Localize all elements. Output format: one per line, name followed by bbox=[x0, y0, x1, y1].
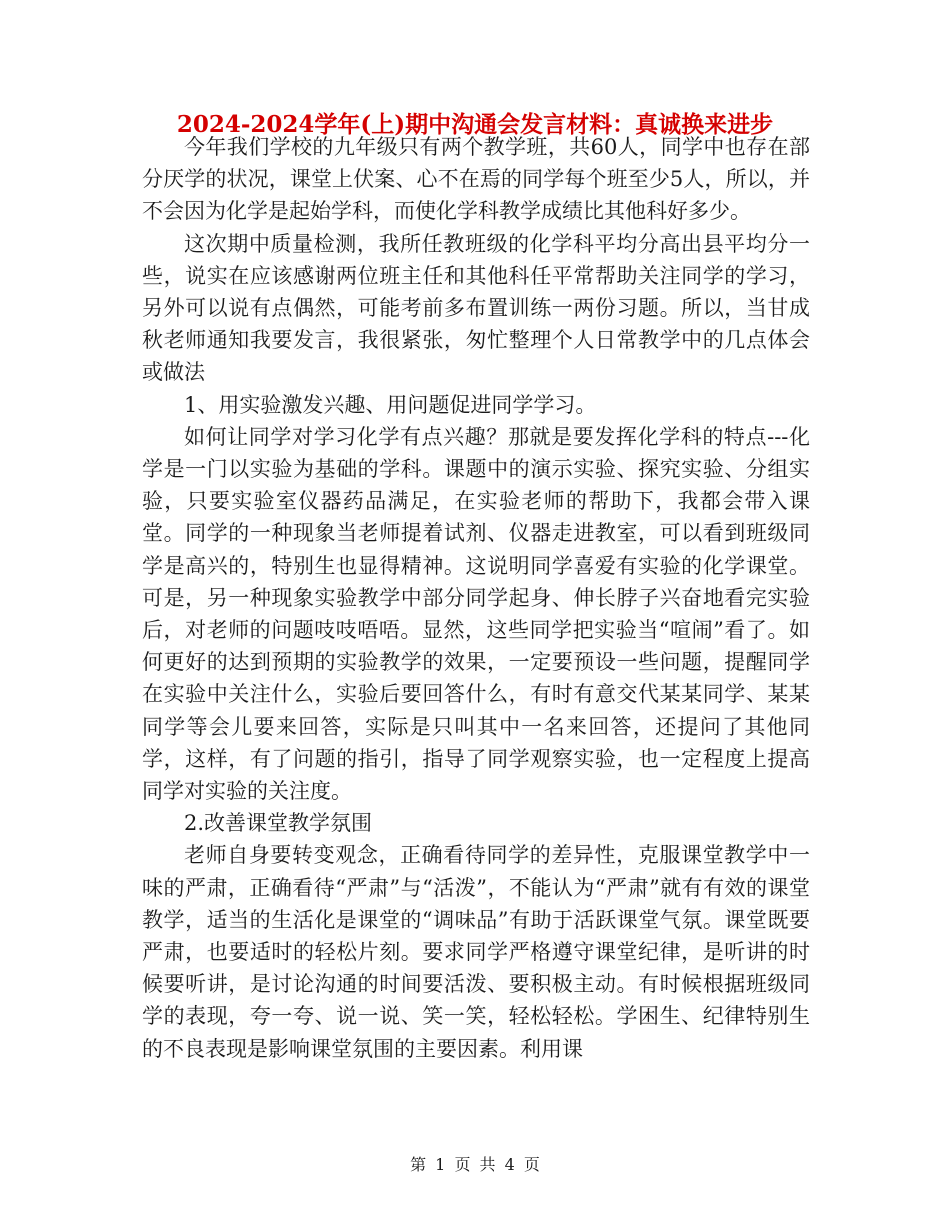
heading-point-2: 2.改善课堂教学氛围 bbox=[184, 811, 373, 836]
paragraph-midterm-results: 这次期中质量检测，我所任教班级的化学科平均分高出县平均分一些，说实在应该感谢两位班主任和其他科任平常帮助关注同学的学习，另外可以说有点偶然，可能考前多布置训练一两份习题。所以，当甘成秋老师通知我要发言，我很紧张，匆忙整理个人日常教学中的几点体会或做法 bbox=[142, 231, 810, 385]
document-body bbox=[142, 131, 810, 1065]
paragraph-experiments: 如何让同学对学习化学有点兴趣？那就是要发挥化学科的特点---化学是一门以实验为基础的学科。课题中的演示实验、探究实验、分组实验，只要实验室仪器药品满足，在实验老师的帮助下，我都会带入课堂。同学的一种现象当老师提着试剂、仪器走进教室，可以看到班级同学是高兴的，特别生也显得精神。这说明同学喜爱有实验的化学课堂。可是，另一种现象实验教学中部分同学起身、伸长脖子兴奋地看完实验后，对老师的问题吱吱唔唔。显然，这些同学把实验当“喧闹”看了。如何更好的达到预期的实验教学的效果，一定要预设一些问题，提醒同学在实验中关注什么，实验后要回答什么，有时有意交代某某同学、某某同学等会儿要来回答，实际是只叫其中一名来回答，还提问了其他同学，这样，有了问题的指引，指导了同学观察实验，也一定程度上提高同学对实验的关注度。 bbox=[142, 424, 810, 804]
paragraph-intro: 今年我们学校的九年级只有两个教学班，共60人，同学中也存在部分厌学的状况，课堂上伏案、心不在焉的同学每个班至少5人，所以，并不会因为化学是起始学科，而使化学科教学成绩比其他科好多少。 bbox=[142, 135, 810, 224]
paragraph-classroom-atmosphere: 老师自身要转变观念，正确看待同学的差异性，克服课堂教学中一味的严肃，正确看待“严肃”与“活泼”，不能认为“严肃”就有有效的课堂教学，适当的生活化是课堂的“调味品”有助于活跃课堂气氛。课堂既要严肃，也要适时的轻松片刻。要求同学严格遵守课堂纪律，是听讲的时候要听讲，是讨论沟通的时间要活泼、要积极主动。有时候根据班级同学的表现，夸一夸、说一说、笑一笑，轻松轻松。学困生、纪律特别生的不良表现是影响课堂氛围的主要因素。利用课 bbox=[142, 843, 810, 1061]
page-footer: 第 1 页 共 4 页 bbox=[410, 1155, 540, 1174]
document-title: 2024-2024学年(上)期中沟通会发言材料：真诚换来进步 bbox=[176, 111, 774, 138]
heading-point-1: 1、用实验激发兴趣、用问题促进同学学习。 bbox=[184, 392, 597, 417]
